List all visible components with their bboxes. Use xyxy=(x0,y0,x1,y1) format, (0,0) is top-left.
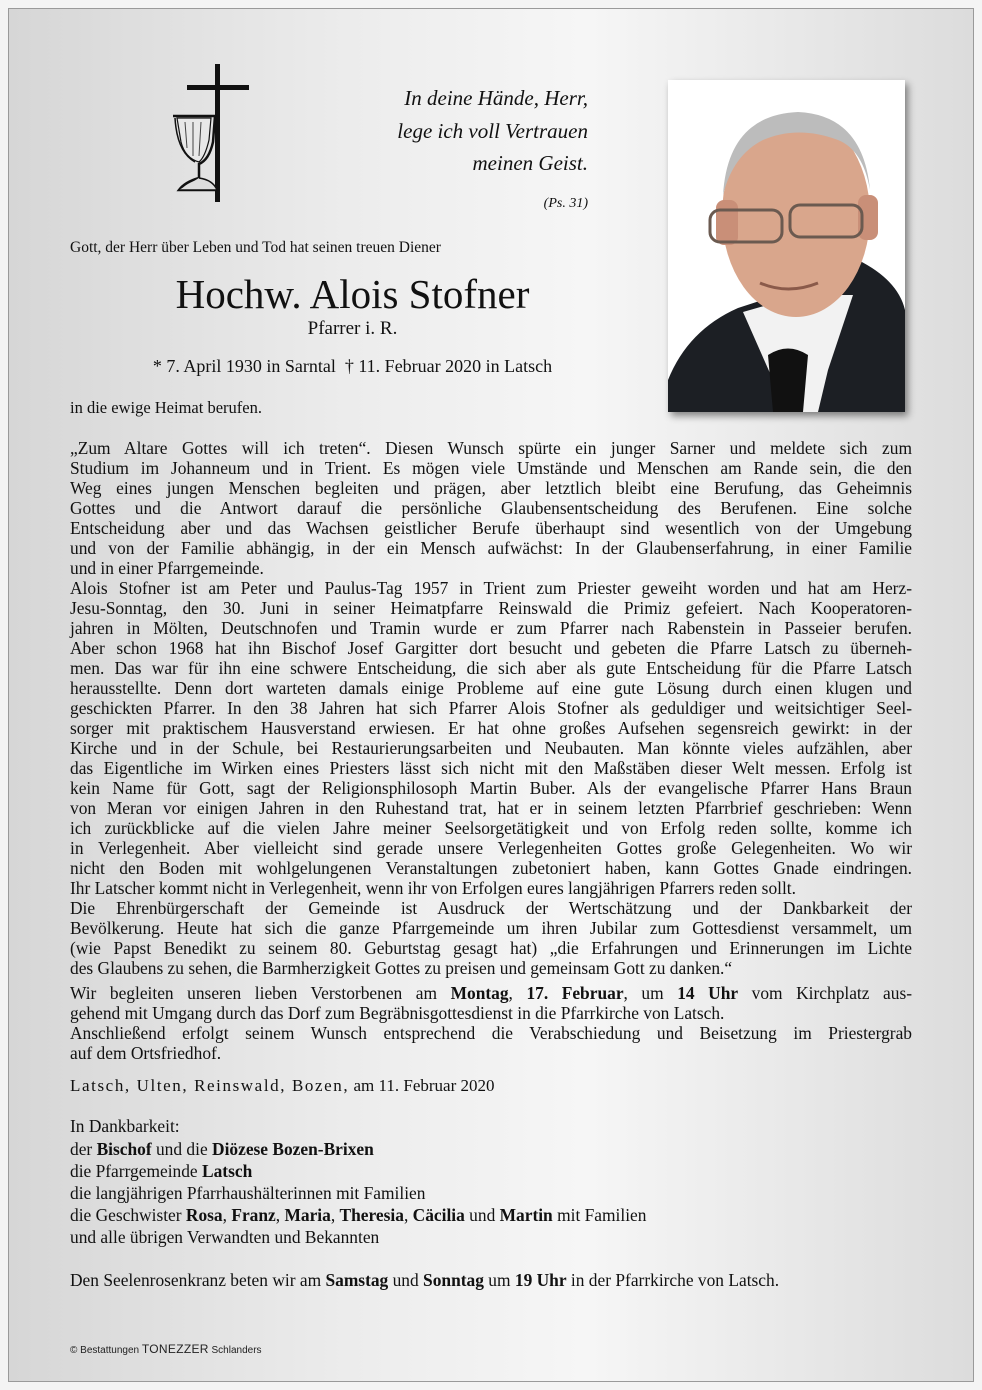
text: , xyxy=(403,1205,413,1225)
deceased-name: Hochw. Alois Stofner xyxy=(175,271,530,317)
text: Cäcilia xyxy=(412,1205,465,1225)
body-line: nicht den Boden mit wohlgelungenen Veranstaltungen zubetoniert haben, kann Gottes Gnade eindringen. xyxy=(70,858,912,878)
text: Bischof xyxy=(96,1139,152,1159)
body-line: Aber schon 1968 hat ihn Bischof Josef Gargitter dort besucht und gebeten die Pfarre Latsch zu überneh- xyxy=(70,638,912,658)
funeral-line xyxy=(70,983,912,1003)
text: , xyxy=(222,1205,232,1225)
funeral-day: Montag xyxy=(450,983,509,1003)
text: der xyxy=(70,1139,97,1159)
body-line: Weg eines jungen Menschen begleiten und prägen, aber letztlich bleibt eine Berufung, das Geheimnis xyxy=(70,478,912,498)
body-line: Bevölkerung. Heute hat sich die ganze Pfarrgemeinde um ihren Jubilar zum Gottesdienst versammelt, um xyxy=(70,918,912,938)
footer-prefix: © Bestattungen xyxy=(70,1345,140,1356)
intro-text: Gott, der Herr über Leben und Tod hat seinen treuen Diener xyxy=(70,239,441,256)
portrait-photo xyxy=(668,80,905,412)
body-line: jahren in Mölten, Deutschnofen und Tramin wurde er zum Pfarrer nach Rabenstein in Passeier berufen. xyxy=(70,618,912,638)
thanks-row xyxy=(70,1160,646,1182)
body-line: von Meran vor einigen Jahren in den Ruhestand trat, hat er in seinem letzten Pfarrbrief geschrieben: Wenn xyxy=(70,798,912,818)
body-line: Die Ehrenbürgerschaft der Gemeinde ist Ausdruck der Wertschätzung und der Dankbarkeit der xyxy=(70,898,912,918)
thanks-row xyxy=(70,1204,646,1226)
quote-line-2: lege ich voll Vertrauen xyxy=(397,119,588,143)
funeral-line: gehend mit Umgang durch das Dorf zum Begräbnisgottesdienst in die Pfarrkirche von Latsch. xyxy=(70,1003,725,1023)
text: , um xyxy=(623,983,678,1003)
cross-chalice-icon xyxy=(165,62,255,204)
thanks-section xyxy=(70,1115,646,1248)
thanks-row: und alle übrigen Verwandten und Bekannten xyxy=(70,1227,380,1247)
footer-suffix: Schlanders xyxy=(211,1345,262,1356)
rosary-line xyxy=(70,1269,779,1291)
text: Theresia xyxy=(339,1205,404,1225)
thanks-heading: In Dankbarkeit: xyxy=(70,1116,180,1136)
body-line: kein Name für Gott, sagt der Religionsphilosoph Martin Buber. Als der evangelische Pfarrer Hans Braun xyxy=(70,778,912,798)
text: und die xyxy=(151,1139,213,1159)
body-line: Jesu-Sonntag, den 30. Juni in seiner Heimatpfarre Reinswald die Primiz gefeiert. Nach Kooperatoren- xyxy=(70,598,912,618)
funeral-time: 14 Uhr xyxy=(677,983,739,1003)
text: Sonntag xyxy=(423,1270,484,1290)
body-line: und in einer Pfarrgemeinde. xyxy=(70,558,264,578)
text: 19 Uhr xyxy=(514,1270,567,1290)
body-line: das Eigentliche im Wirken eines Priesters lässt sich nicht mit den Maßstäben dieser Welt messen. Erfolg ist xyxy=(70,758,912,778)
place-date xyxy=(70,1076,495,1096)
text: Martin xyxy=(499,1205,553,1225)
funeral-info xyxy=(70,983,912,1063)
text: Den Seelenrosenkranz beten wir am xyxy=(70,1270,326,1290)
body-line: herausstellte. Denn dort warteten damals einige Probleme auf eine gute Lösung durch einen klugen und xyxy=(70,678,912,698)
text: Rosa xyxy=(185,1205,223,1225)
footer-credit xyxy=(70,1342,262,1356)
text: Samstag xyxy=(325,1270,389,1290)
body-line: des Glaubens zu sehen, die Barmherzigkeit Gottes zu preisen und gemeinsam Gott zu danken.“ xyxy=(70,958,733,978)
body-line: sorger mit praktischem Hausverstand erwiesen. Er hat ohne großes Aufsehen segensreich gewirkt: in der xyxy=(70,718,912,738)
text: und xyxy=(388,1270,424,1290)
life-dates: * 7. April 1930 in Sarntal † 11. Februar 2020 in Latsch xyxy=(152,356,553,376)
text: , xyxy=(275,1205,285,1225)
text: Wir begleiten unseren lieben Verstorbenen am xyxy=(70,983,451,1003)
text: , xyxy=(508,983,527,1003)
text: mit Familien xyxy=(552,1205,647,1225)
text: , xyxy=(330,1205,340,1225)
rosary-info xyxy=(70,1269,779,1291)
thanks-row xyxy=(70,1138,646,1160)
text: um xyxy=(483,1270,515,1290)
body-line: Gottes und die Antwort darauf die persönliche Glaubensentscheidung des Berufenen. Eine solche xyxy=(70,498,912,518)
text: in der Pfarrkirche von Latsch. xyxy=(566,1270,780,1290)
quote-source: (Ps. 31) xyxy=(543,196,588,211)
body-line: in Verlegenheit. Aber vielleicht sind gerade unsere Verlegenheiten Gottes große Gelegenheiten. Wo wir xyxy=(70,838,912,858)
text: die Geschwister xyxy=(70,1205,186,1225)
body-line: Entscheidung aber und das Wachsen geistlicher Berufe überhaupt sind wesentlich von der Umgebung xyxy=(70,518,912,538)
quote-line-3: meinen Geist. xyxy=(472,151,588,175)
text: vom Kirchplatz aus- xyxy=(738,983,912,1003)
body-line: und von der Familie abhängig, in der ein Mensch aufwächst: In der Glaubenserfahrung, in einer Familie xyxy=(70,538,912,558)
biography-text xyxy=(70,438,912,978)
body-line: ich zurückblicke auf die vielen Jahre meiner Seelsorgetätigkeit und von Erfolg reden sollte, komme ich xyxy=(70,818,912,838)
body-line: Alois Stofner ist am Peter und Paulus-Tag 1957 in Trient zum Priester geweiht worden und hat am Herz- xyxy=(70,578,912,598)
body-line: men. Das war für ihn eine schwere Entscheidung, die sich aber als gute Entscheidung für die Pfarre Latsch xyxy=(70,658,912,678)
body-line: (wie Papst Benedikt zu seinem 80. Geburtstag gesagt hat) „die Erfahrungen und Erinnerungen im Lichte xyxy=(70,938,912,958)
funeral-line: Anschließend erfolgt seinem Wunsch entsprechend die Verabschiedung und Beisetzung im Priestergrab xyxy=(70,1023,912,1043)
places: Latsch, Ulten, Reinswald, Bozen, xyxy=(70,1076,350,1095)
thanks-row: die langjährigen Pfarrhaushälterinnen mit Familien xyxy=(70,1183,426,1203)
quote-line-1: In deine Hände, Herr, xyxy=(404,86,588,110)
text: Franz xyxy=(231,1205,276,1225)
called-home-text: in die ewige Heimat berufen. xyxy=(70,398,262,417)
deceased-title: Pfarrer i. R. xyxy=(307,318,398,339)
funeral-date: 17. Februar xyxy=(526,983,624,1003)
footer-brand: TONEZZER xyxy=(141,1342,209,1356)
funeral-line: auf dem Ortsfriedhof. xyxy=(70,1043,222,1063)
text: Diözese Bozen-Brixen xyxy=(212,1139,374,1159)
body-line: Studium im Johanneum und in Trient. Es mögen viele Umstände und Menschen am Rande sein, die den xyxy=(70,458,912,478)
text: und xyxy=(464,1205,500,1225)
body-line: Kirche und in der Schule, bei Restaurierungsarbeiten und Neubauten. Man könnte vieles aufzählen, aber xyxy=(70,738,912,758)
body-line: geschickten Pfarrer. In den 38 Jahren hat sich Pfarrer Alois Stofner als geduldiger und weitsichtiger Seel- xyxy=(70,698,912,718)
text: Maria xyxy=(284,1205,331,1225)
body-line: „Zum Altare Gottes will ich treten“. Diesen Wunsch spürte ein junger Sarner und meldete sich zum xyxy=(70,438,912,458)
text: Latsch xyxy=(202,1161,253,1181)
text: die Pfarrgemeinde xyxy=(70,1161,202,1181)
date: am 11. Februar 2020 xyxy=(353,1076,495,1095)
body-line: Ihr Latscher kommt nicht in Verlegenheit, wenn ihr von Erfolgen eures langjährigen Pfarrers reden sollt. xyxy=(70,878,796,898)
